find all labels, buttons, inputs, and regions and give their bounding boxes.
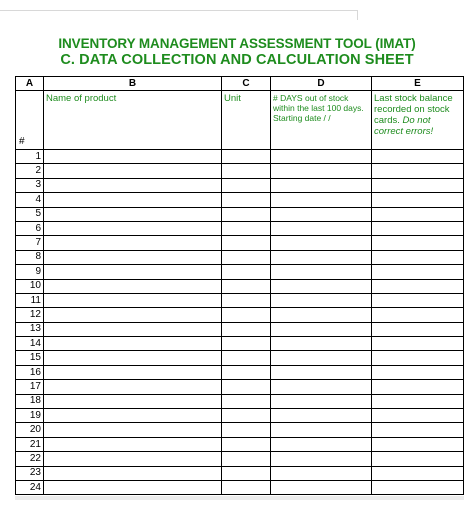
document-subtitle: C. DATA COLLECTION AND CALCULATION SHEET [60,52,414,68]
unit-cell[interactable] [222,480,271,494]
balance-cell[interactable] [372,365,464,379]
unit-cell[interactable] [222,380,271,394]
unit-cell[interactable] [222,466,271,480]
balance-cell[interactable] [372,265,464,279]
days-cell[interactable] [271,308,372,322]
column-letter-c: C [222,77,271,91]
header-last-stock-balance [372,91,464,150]
product-cell[interactable] [44,221,222,235]
header-starting-date: Starting date / / [273,113,331,123]
unit-cell[interactable] [222,236,271,250]
row-number: 17 [16,380,44,394]
product-cell[interactable] [44,452,222,466]
days-cell[interactable] [271,164,372,178]
row-number: 9 [16,265,44,279]
days-cell[interactable] [271,265,372,279]
balance-cell[interactable] [372,409,464,423]
row-number: 2 [16,164,44,178]
balance-cell[interactable] [372,394,464,408]
document-title: INVENTORY MANAGEMENT ASSESSMENT TOOL (IMAT) [58,36,416,51]
unit-cell[interactable] [222,250,271,264]
days-cell[interactable] [271,466,372,480]
days-cell[interactable] [271,279,372,293]
product-cell[interactable] [44,150,222,164]
unit-cell[interactable] [222,265,271,279]
row-number: 20 [16,423,44,437]
page-edge-corner [357,10,358,20]
days-cell[interactable] [271,207,372,221]
balance-cell[interactable] [372,293,464,307]
header-product-name: Name of product [44,91,222,150]
unit-cell[interactable] [222,322,271,336]
table-row [16,409,464,423]
row-number: 19 [16,409,44,423]
balance-cell[interactable] [372,322,464,336]
product-cell[interactable] [44,164,222,178]
table-row [16,308,464,322]
header-days-out-of-stock [271,91,372,150]
days-cell[interactable] [271,236,372,250]
unit-cell[interactable] [222,150,271,164]
column-letter-b: B [44,77,222,91]
table-row [16,452,464,466]
unit-cell[interactable] [222,437,271,451]
days-cell[interactable] [271,322,372,336]
balance-cell[interactable] [372,250,464,264]
table-row [16,178,464,192]
header-number: # [16,91,44,150]
days-cell[interactable] [271,221,372,235]
days-cell[interactable] [271,150,372,164]
column-letter-a: A [16,77,44,91]
unit-cell[interactable] [222,193,271,207]
row-number: 21 [16,437,44,451]
days-cell[interactable] [271,178,372,192]
table-row [16,437,464,451]
row-number: 10 [16,279,44,293]
header-balance-note: Do not [402,115,431,126]
balance-cell[interactable] [372,308,464,322]
row-number: 5 [16,207,44,221]
product-cell[interactable] [44,466,222,480]
product-cell[interactable] [44,265,222,279]
days-cell[interactable] [271,452,372,466]
balance-cell[interactable] [372,480,464,494]
balance-cell[interactable] [372,351,464,365]
product-cell[interactable] [44,207,222,221]
unit-cell[interactable] [222,394,271,408]
header-balance-cards: cards. [374,115,400,126]
table-row [16,279,464,293]
balance-cell[interactable] [372,337,464,351]
product-cell[interactable] [44,293,222,307]
column-letter-row [16,77,464,91]
row-number: 6 [16,221,44,235]
page-bottom-edge [15,496,464,500]
unit-cell[interactable] [222,293,271,307]
row-number: 7 [16,236,44,250]
header-balance-line [374,115,462,126]
table-row [16,207,464,221]
header-days-line: within the last 100 days. [273,103,364,113]
days-cell[interactable] [271,423,372,437]
table-row [16,466,464,480]
unit-cell[interactable] [222,308,271,322]
balance-cell[interactable] [372,466,464,480]
header-balance-line: Last stock balance [374,93,453,104]
days-cell[interactable] [271,337,372,351]
table-row [16,394,464,408]
table-row [16,221,464,235]
header-balance-note: correct errors! [374,126,434,137]
table-row [16,164,464,178]
product-cell[interactable] [44,480,222,494]
table-row [16,337,464,351]
product-cell[interactable] [44,193,222,207]
unit-cell[interactable] [222,423,271,437]
row-number: 16 [16,365,44,379]
row-number: 11 [16,293,44,307]
balance-cell[interactable] [372,150,464,164]
row-number: 1 [16,150,44,164]
product-cell[interactable] [44,250,222,264]
row-number: 3 [16,178,44,192]
days-cell[interactable] [271,480,372,494]
table-row [16,236,464,250]
row-number: 12 [16,308,44,322]
table-row [16,265,464,279]
row-number: 14 [16,337,44,351]
table-row [16,365,464,379]
unit-cell[interactable] [222,409,271,423]
table-row [16,293,464,307]
unit-cell[interactable] [222,337,271,351]
unit-cell[interactable] [222,164,271,178]
unit-cell[interactable] [222,365,271,379]
data-rows [16,150,464,495]
header-unit: Unit [222,91,271,150]
unit-cell[interactable] [222,221,271,235]
balance-cell[interactable] [372,452,464,466]
balance-cell[interactable] [372,178,464,192]
table-row [16,423,464,437]
column-letter-e: E [372,77,464,91]
balance-cell[interactable] [372,279,464,293]
unit-cell[interactable] [222,207,271,221]
product-cell[interactable] [44,236,222,250]
product-cell[interactable] [44,351,222,365]
sheet-table [15,76,464,495]
days-cell[interactable] [271,193,372,207]
row-number: 23 [16,466,44,480]
row-number: 8 [16,250,44,264]
table-row [16,380,464,394]
product-cell[interactable] [44,423,222,437]
days-cell[interactable] [271,250,372,264]
row-number: 22 [16,452,44,466]
table-row [16,250,464,264]
product-cell[interactable] [44,409,222,423]
days-cell[interactable] [271,437,372,451]
unit-cell[interactable] [222,178,271,192]
balance-cell[interactable] [372,423,464,437]
balance-cell[interactable] [372,380,464,394]
days-cell[interactable] [271,394,372,408]
column-header-row [16,91,464,150]
table-row [16,150,464,164]
days-cell[interactable] [271,409,372,423]
product-cell[interactable] [44,337,222,351]
product-cell[interactable] [44,365,222,379]
days-cell[interactable] [271,293,372,307]
unit-cell[interactable] [222,279,271,293]
days-cell[interactable] [271,380,372,394]
balance-cell[interactable] [372,164,464,178]
days-cell[interactable] [271,365,372,379]
row-number: 15 [16,351,44,365]
balance-cell[interactable] [372,437,464,451]
page-edge [0,10,358,11]
balance-cell[interactable] [372,221,464,235]
product-cell[interactable] [44,380,222,394]
header-days-line: # DAYS out of stock [273,93,349,103]
balance-cell[interactable] [372,207,464,221]
row-number: 4 [16,193,44,207]
row-number: 24 [16,480,44,494]
unit-cell[interactable] [222,452,271,466]
row-number: 13 [16,322,44,336]
product-cell[interactable] [44,178,222,192]
product-cell[interactable] [44,308,222,322]
product-cell[interactable] [44,279,222,293]
balance-cell[interactable] [372,236,464,250]
product-cell[interactable] [44,322,222,336]
product-cell[interactable] [44,394,222,408]
unit-cell[interactable] [222,351,271,365]
column-letter-d: D [271,77,372,91]
days-cell[interactable] [271,351,372,365]
product-cell[interactable] [44,437,222,451]
row-number: 18 [16,394,44,408]
table-row [16,193,464,207]
data-collection-sheet [15,76,463,495]
table-row [16,351,464,365]
balance-cell[interactable] [372,193,464,207]
table-row [16,322,464,336]
header-balance-line: recorded on stock [374,104,450,115]
table-row [16,480,464,494]
